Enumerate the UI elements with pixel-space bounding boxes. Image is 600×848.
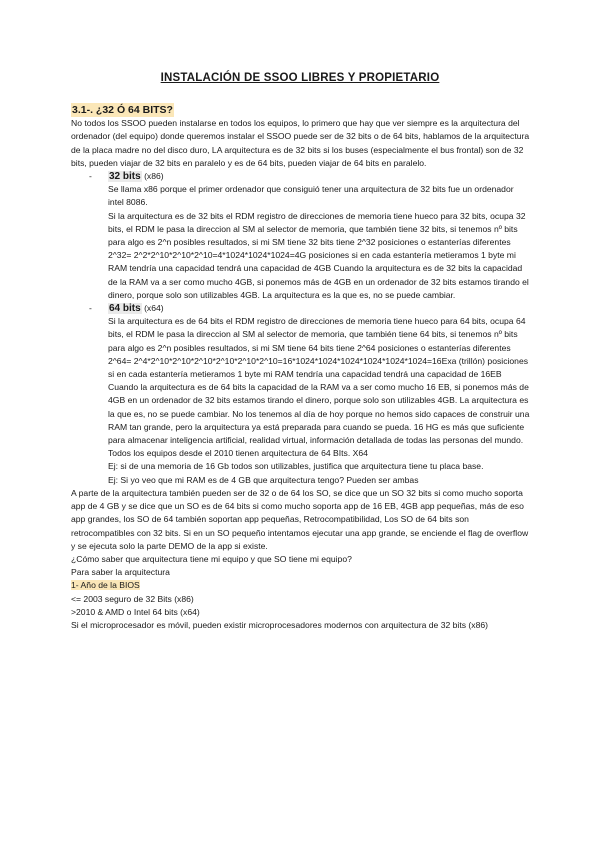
bios-heading-wrap (71, 579, 531, 592)
bullet-64-label: 64 bits (109, 303, 141, 315)
bullet-32-p2: Si la arquitectura es de 32 bits el RDM registro de direcciones de memoria tiene hueco para 32 bits, ocupa 32 bits, el RDM le pasa la direccion al SM al selector de memoria, que también tiene 32 bits, si tenemos nº bits para algo es 2^n posibles resultados, si mi SM tiene 32 bits tiene 2^32 posiciones o estanterías diferentes 2^32= 2^2*2^10*2^10*2^10=4*1024*1024*1024=4G posiciones si en cada estantería metieramos 1 byte mi RAM tendría una capacidad tendrá una capacidad de 4GB Cuando la arquitectura es de 32 bits la capacidad de la RAM va a ser como mucho 4GB, si ponemos más de 4GB en un ordenador de 32 bits estamos tirando el dinero, porque solo son utilizables 4GB. La arquitectura es la que es, no se puede cambiar. (108, 210, 529, 300)
section-heading-wrap (71, 103, 531, 117)
section-heading: 3.1-. ¿32 Ó 64 BITS? (72, 104, 173, 116)
so-paragraph: A parte de la arquitectura también pueden ser de 32 o de 64 los SO, se dice que un SO 32 bits si como mucho soporta app de 4 GB y se dice que un SO es de 64 bits si como mucho soporta app de 16 EB, 4GB app pequeñas, más de eso app grandes, los SO de 64 también soportan app pequeñas, Retrocompatibilidad, Los SO de 64 bits son retrocompatibles con 32 bits. Si en un SO pequeño intentamos ejecutar una app grande, se enciende el flag de overflow y se ejecuta solo la parte DEMO de la app si existe. (71, 487, 529, 551)
bullet-64-bits (71, 302, 531, 487)
bullet-32-p1: Se llama x86 porque el primer ordenador que consiguió tener una arquitectura de 32 bits fue un ordenador intel 8086. (108, 184, 514, 208)
bios-heading: 1- Año de la BIOS (71, 580, 140, 591)
bullet-64-heading (108, 302, 531, 315)
bullet-64-p1: Si la arquitectura es de 64 bits el RDM registro de direcciones de memoria tiene hueco para 64 bits, ocupa 64 bits, el RDM le pasa la direccion al SM al selector de memoria, que también tiene 64 bits, si tenemos nº bits para algo es 2^n posibles resultados, si mi SM tiene 64 bits tiene 2^64 posiciones o estanterías diferentes 2^64= 2^4*2^10*2^10*2^10*2^10*2^10*2^10=16*1024*1024*1024*1024*1024*1024=16Exa (trillón) posiciones si en cada estantería metieramos 1 byte mi RAM tendría una capacidad tendrá una capacidad de 16EB Cuando la arquitectura es de 64 bits la capacidad de la RAM va a ser como mucho 16 EB, si ponemos más de 4GB en un ordenador de 32 bits estamos tirando el dinero, porque solo son utilizables 4GB. La arquitectura es la que es, no se puede cambiar. No los tenemos al día de hoy porque no hemos sido capaces de construir una RAM tan grande, pero la arquitectura ya está preparada para cuando se pueda. 16 HG es más que suficiente para almacenar inteligencia artificial, realidad virtual, información detallada de todas las personas del mundo. Todos los equipos desde el 2010 tienen arquitectura de 64 BIts. X64 (108, 316, 530, 459)
bullet-32-sub: (x86) (141, 171, 164, 182)
bullet-64-sub: (x64) (141, 303, 164, 314)
bullet-32-heading (108, 170, 531, 183)
bullet-64-p3: Ej: Si yo veo que mi RAM es de 4 GB que arquitectura tengo? Pueden ser ambas (108, 474, 419, 485)
question-line: ¿Cómo saber que arquitectura tiene mi equipo y que SO tiene mi equipo? (71, 553, 352, 564)
document-body (71, 103, 531, 632)
bullet-32-bits (71, 170, 531, 302)
document-title: INSTALACIÓN DE SSOO LIBRES Y PROPIETARIO (160, 72, 440, 84)
bullet-32-label: 32 bits (109, 171, 141, 183)
bios-line-1: <= 2003 seguro de 32 Bits (x86) (71, 593, 194, 604)
para-saber: Para saber la arquitectura (71, 567, 170, 578)
bios-line-2: >2010 & AMD o Intel 64 bits (x64) (71, 606, 200, 617)
intro-paragraph: No todos los SSOO pueden instalarse en todos los equipos, lo primero que hay que ver siempre es la arquitectura del ordenador (del equipo) donde queremos instalar el SSOO puede ser de 32 bits o de 64 bits, hablamos de la arquitectura de la placa madre no del disco duro, LA arquitectura es de 32 bits si los buses (especialmente el bus frontal) son de 32 bits, pueden viajar de 32 bits en paralelo y es de 64 bits, pueden viajar de 64 bits en paralelo. (71, 118, 530, 168)
bullet-64-p2: Ej: si de una memoria de 16 Gb todos son utilizables, justifica que arquitectura tiene tu placa base. (108, 461, 484, 472)
bullet-dash: - (89, 303, 92, 314)
bullet-dash: - (89, 171, 92, 182)
last-paragraph: Si el microprocesador es móvil, pueden existir microprocesadores modernos con arquitectura de 32 bits (x86) (71, 619, 488, 630)
